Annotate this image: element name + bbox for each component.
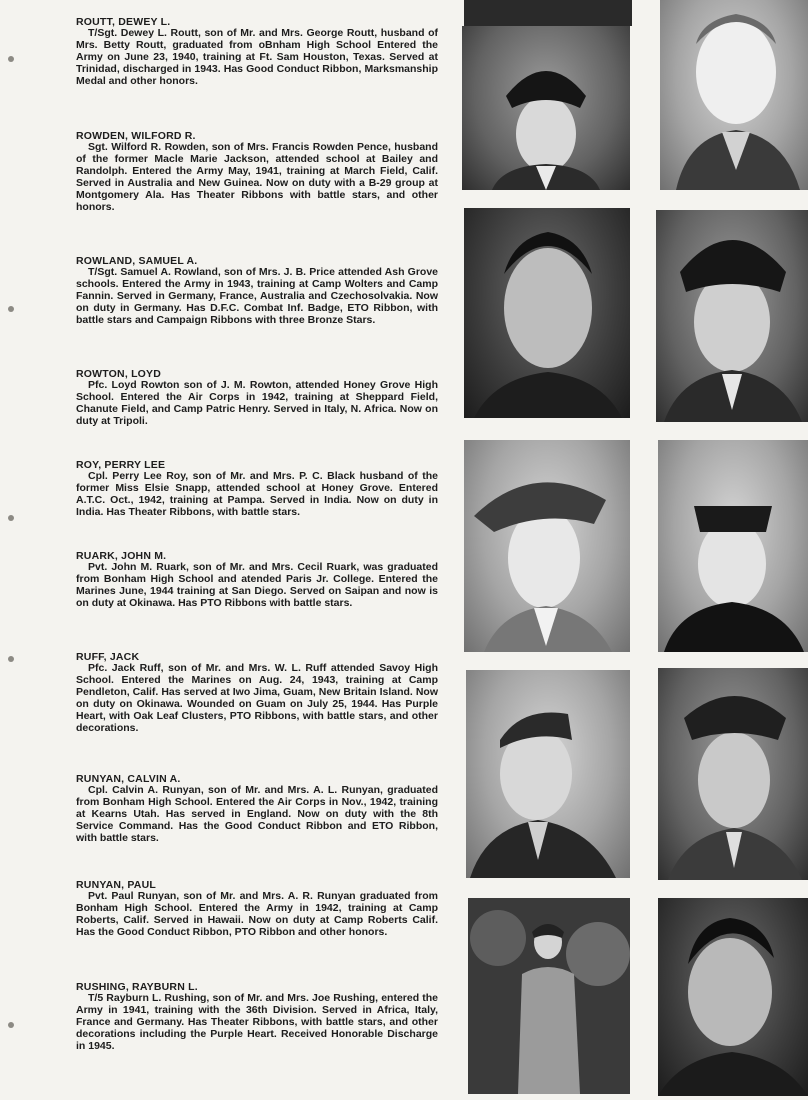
soldier-bareheaded-portrait-icon	[658, 898, 808, 1096]
entry-ruff	[76, 651, 438, 734]
entry-bio: Pvt. John M. Ruark, son of Mr. and Mrs. Cecil Ruark, was graduated from Bonham High School and atended Paris Jr. College. Entered the Marines June, 1944 training at San Diego. Served on Saipan and now is on duty at Okinawa. Has PTO Ribbons with battle stars.	[76, 561, 438, 609]
portrait-photo	[658, 668, 808, 880]
binder-hole-mark	[8, 56, 14, 62]
entry-name: RUSHING, RAYBURN L.	[76, 981, 198, 993]
soldier-cap-portrait-icon	[658, 668, 808, 880]
portrait-photo	[468, 898, 630, 1094]
entry-name: RUNYAN, PAUL	[76, 879, 156, 891]
portrait-photo	[660, 0, 808, 190]
entry-bio: Cpl. Perry Lee Roy, son of Mr. and Mrs. P. C. Black husband of the former Miss Elsie Snapp, attended school at Honey Grove. Entered A.T.C. Oct., 1942, training at Pampa. Served in India. Now on duty in India. Has Theater Ribbons, with battle stars.	[76, 470, 438, 518]
portrait-photo	[464, 208, 630, 418]
portrait-photo	[466, 670, 630, 878]
portrait-photo	[462, 26, 630, 190]
entry-bio: Cpl. Calvin A. Runyan, son of Mr. and Mrs. A. L. Runyan, graduated from Bonham High School. Entered the Air Corps in Nov., 1942, training at Kearns Utah. Has served in England. Now on duty with the 8th Service Command. Has the Good Conduct Ribbon and ETO Ribbon, with battle stars.	[76, 784, 438, 844]
entry-name: ROWLAND, SAMUEL A.	[76, 255, 198, 267]
entry-name: ROUTT, DEWEY L.	[76, 16, 171, 28]
binder-hole-mark	[8, 656, 14, 662]
binder-hole-mark	[8, 1022, 14, 1028]
sailor-cap-portrait-icon	[658, 440, 808, 652]
entry-runyan-calvin	[76, 773, 438, 845]
soldier-cap-portrait-icon	[464, 440, 630, 652]
soldier-full-length-outdoors-icon	[468, 898, 630, 1094]
binder-hole-mark	[8, 306, 14, 312]
entry-bio: T/Sgt. Samuel A. Rowland, son of Mrs. J. B. Price attended Ash Grove schools. Entered the Army in 1943, training at Camp Wolters and Camp Fannin. Served in Germany, France, Australia and Czechosolvakia. Now on duty in Germany. Has D.F.C. Combat Inf. Badge, ETO Ribbon, with battle stars and Campaign Ribbons with three Bronze Stars.	[76, 266, 438, 326]
soldier-bareheaded-portrait-icon	[464, 208, 630, 418]
entry-name: RUNYAN, CALVIN A.	[76, 773, 181, 785]
entry-name: RUARK, JOHN M.	[76, 550, 167, 562]
entry-ruark	[76, 550, 438, 610]
entry-bio: T/Sgt. Dewey L. Routt, son of Mr. and Mrs. George Routt, husband of Mrs. Betty Routt, graduated from oBnham High School Entered the Army on June 23, 1940, training at Ft. Sam Houston, Texas. Served at Trinidad, discharged in 1943. Has Good Conduct Ribbon, Marksmanship Medal and other honors.	[76, 27, 438, 87]
entry-runyan-paul	[76, 879, 438, 939]
photo-strip-edge	[464, 0, 632, 26]
entry-routt	[76, 16, 438, 88]
soldier-cap-portrait-icon	[462, 26, 630, 190]
soldier-cap-portrait-icon	[656, 210, 808, 422]
soldier-garrison-cap-portrait-icon	[466, 670, 630, 878]
entry-name: ROY, PERRY LEE	[76, 459, 166, 471]
entry-name: RUFF, JACK	[76, 651, 140, 663]
entry-rowland	[76, 255, 438, 327]
portrait-photo	[656, 210, 808, 422]
entry-rowton	[76, 368, 438, 428]
entry-rushing	[76, 981, 438, 1053]
entry-bio: Pfc. Loyd Rowton son of J. M. Rowton, attended Honey Grove High School. Entered the Air Corps in 1942, training at Sheppard Field, Chanute Field, and Camp Patric Henry. Served in Italy, N. Africa. Now on duty at Tripoli.	[76, 379, 438, 427]
entry-bio: Pfc. Jack Ruff, son of Mr. and Mrs. W. L. Ruff attended Savoy High School. Entered the Marines on Aug. 24, 1943, training at Camp Pendleton, Calif. Has served at Iwo Jima, Guam, New Britain Island. Now on duty on Okinawa. Wounded on Guam on July 25, 1944. Has Purple Heart, with Oak Leaf Clusters, PTO Ribbons, with battle stars, and other decorations.	[76, 662, 438, 734]
portrait-photo	[658, 898, 808, 1096]
soldier-bareheaded-portrait-icon	[660, 0, 808, 190]
entry-name: ROWDEN, WILFORD R.	[76, 130, 196, 142]
portrait-photo	[464, 440, 630, 652]
entry-bio: T/5 Rayburn L. Rushing, son of Mr. and Mrs. Joe Rushing, entered the Army in 1941, training with the 36th Division. Served in Africa, Italy, France and Germany. Has Theater Ribbons, with battle stars, and other decorations including the Purple Heart. Received Honorable Discharge in 1945.	[76, 992, 438, 1052]
entry-roy	[76, 459, 438, 519]
entry-bio: Pvt. Paul Runyan, son of Mr. and Mrs. A. R. Runyan graduated from Bonham High School. Entered the Army in 1942, training at Camp Roberts, Calif. Served in Hawaii. Now on duty at Camp Roberts Calif. Has the Good Conduct Ribbon, PTO Ribbon and other honors.	[76, 890, 438, 938]
entry-bio: Sgt. Wilford R. Rowden, son of Mrs. Francis Rowden Pence, husband of the former Macle Marie Jackson, attended school at Bailey and Randolph. Entered the Army May, 1941, training at March Field, Calif. Served in Australia and New Guinea. Now on duty with a B-29 group at Montgomery Ala. Has Theater Ribbons with battle stars, and other honors.	[76, 141, 438, 213]
entry-rowden	[76, 130, 438, 213]
binder-hole-mark	[8, 515, 14, 521]
entry-name: ROWTON, LOYD	[76, 368, 162, 380]
portrait-photo	[658, 440, 808, 652]
